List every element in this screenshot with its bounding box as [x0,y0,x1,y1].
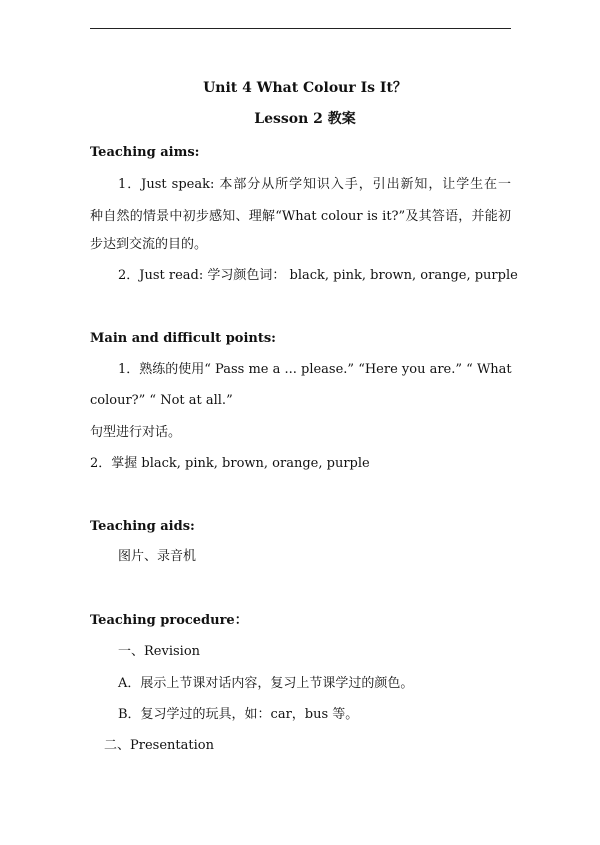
aims-paragraph-2: 2．Just read: 学习颜色词： black, pink, brown, orange, purple [118,268,518,283]
procedure-item-a: A．展示上节课对话内容，复习上节课学过的颜色。 [118,676,414,691]
teaching-aids-text: 图片、录音机 [118,549,197,564]
main-points-paragraph-1-line-3: 句型进行对话。 [90,425,182,440]
main-points-paragraph-2: 2．掌握 black, pink, brown, orange, purple [90,456,370,471]
main-points-paragraph-1-line-2: colour?” “ Not at all.” [90,393,233,408]
procedure-section-2: 二、Presentation [104,738,214,753]
header-rule [90,28,511,29]
main-points-heading: Main and difficult points: [90,331,276,346]
document-subtitle: Lesson 2 教案 [254,111,356,127]
document-title: Unit 4 What Colour Is It？ [203,80,407,96]
aims-paragraph-1-line-2: 种自然的情景中初步感知、理解“What colour is it?”及其答语，并能初 [90,209,511,224]
teaching-aids-heading: Teaching aids: [90,519,195,534]
main-points-paragraph-1-line-1: 1．熟练的使用“ Pass me a ... please.” “Here you are.” “ What [118,362,512,377]
teaching-procedure-heading: Teaching procedure： [90,613,248,628]
aims-paragraph-1-line-1: 1．Just speak: 本部分从所学知识入手，引出新知，让学生在一 [118,177,511,192]
procedure-section-1: 一、Revision [118,644,201,659]
teaching-aims-heading: Teaching aims: [90,145,200,160]
procedure-item-b: B．复习学过的玩具，如：car，bus 等。 [118,707,359,722]
aims-paragraph-1-line-3: 步达到交流的目的。 [90,237,208,252]
